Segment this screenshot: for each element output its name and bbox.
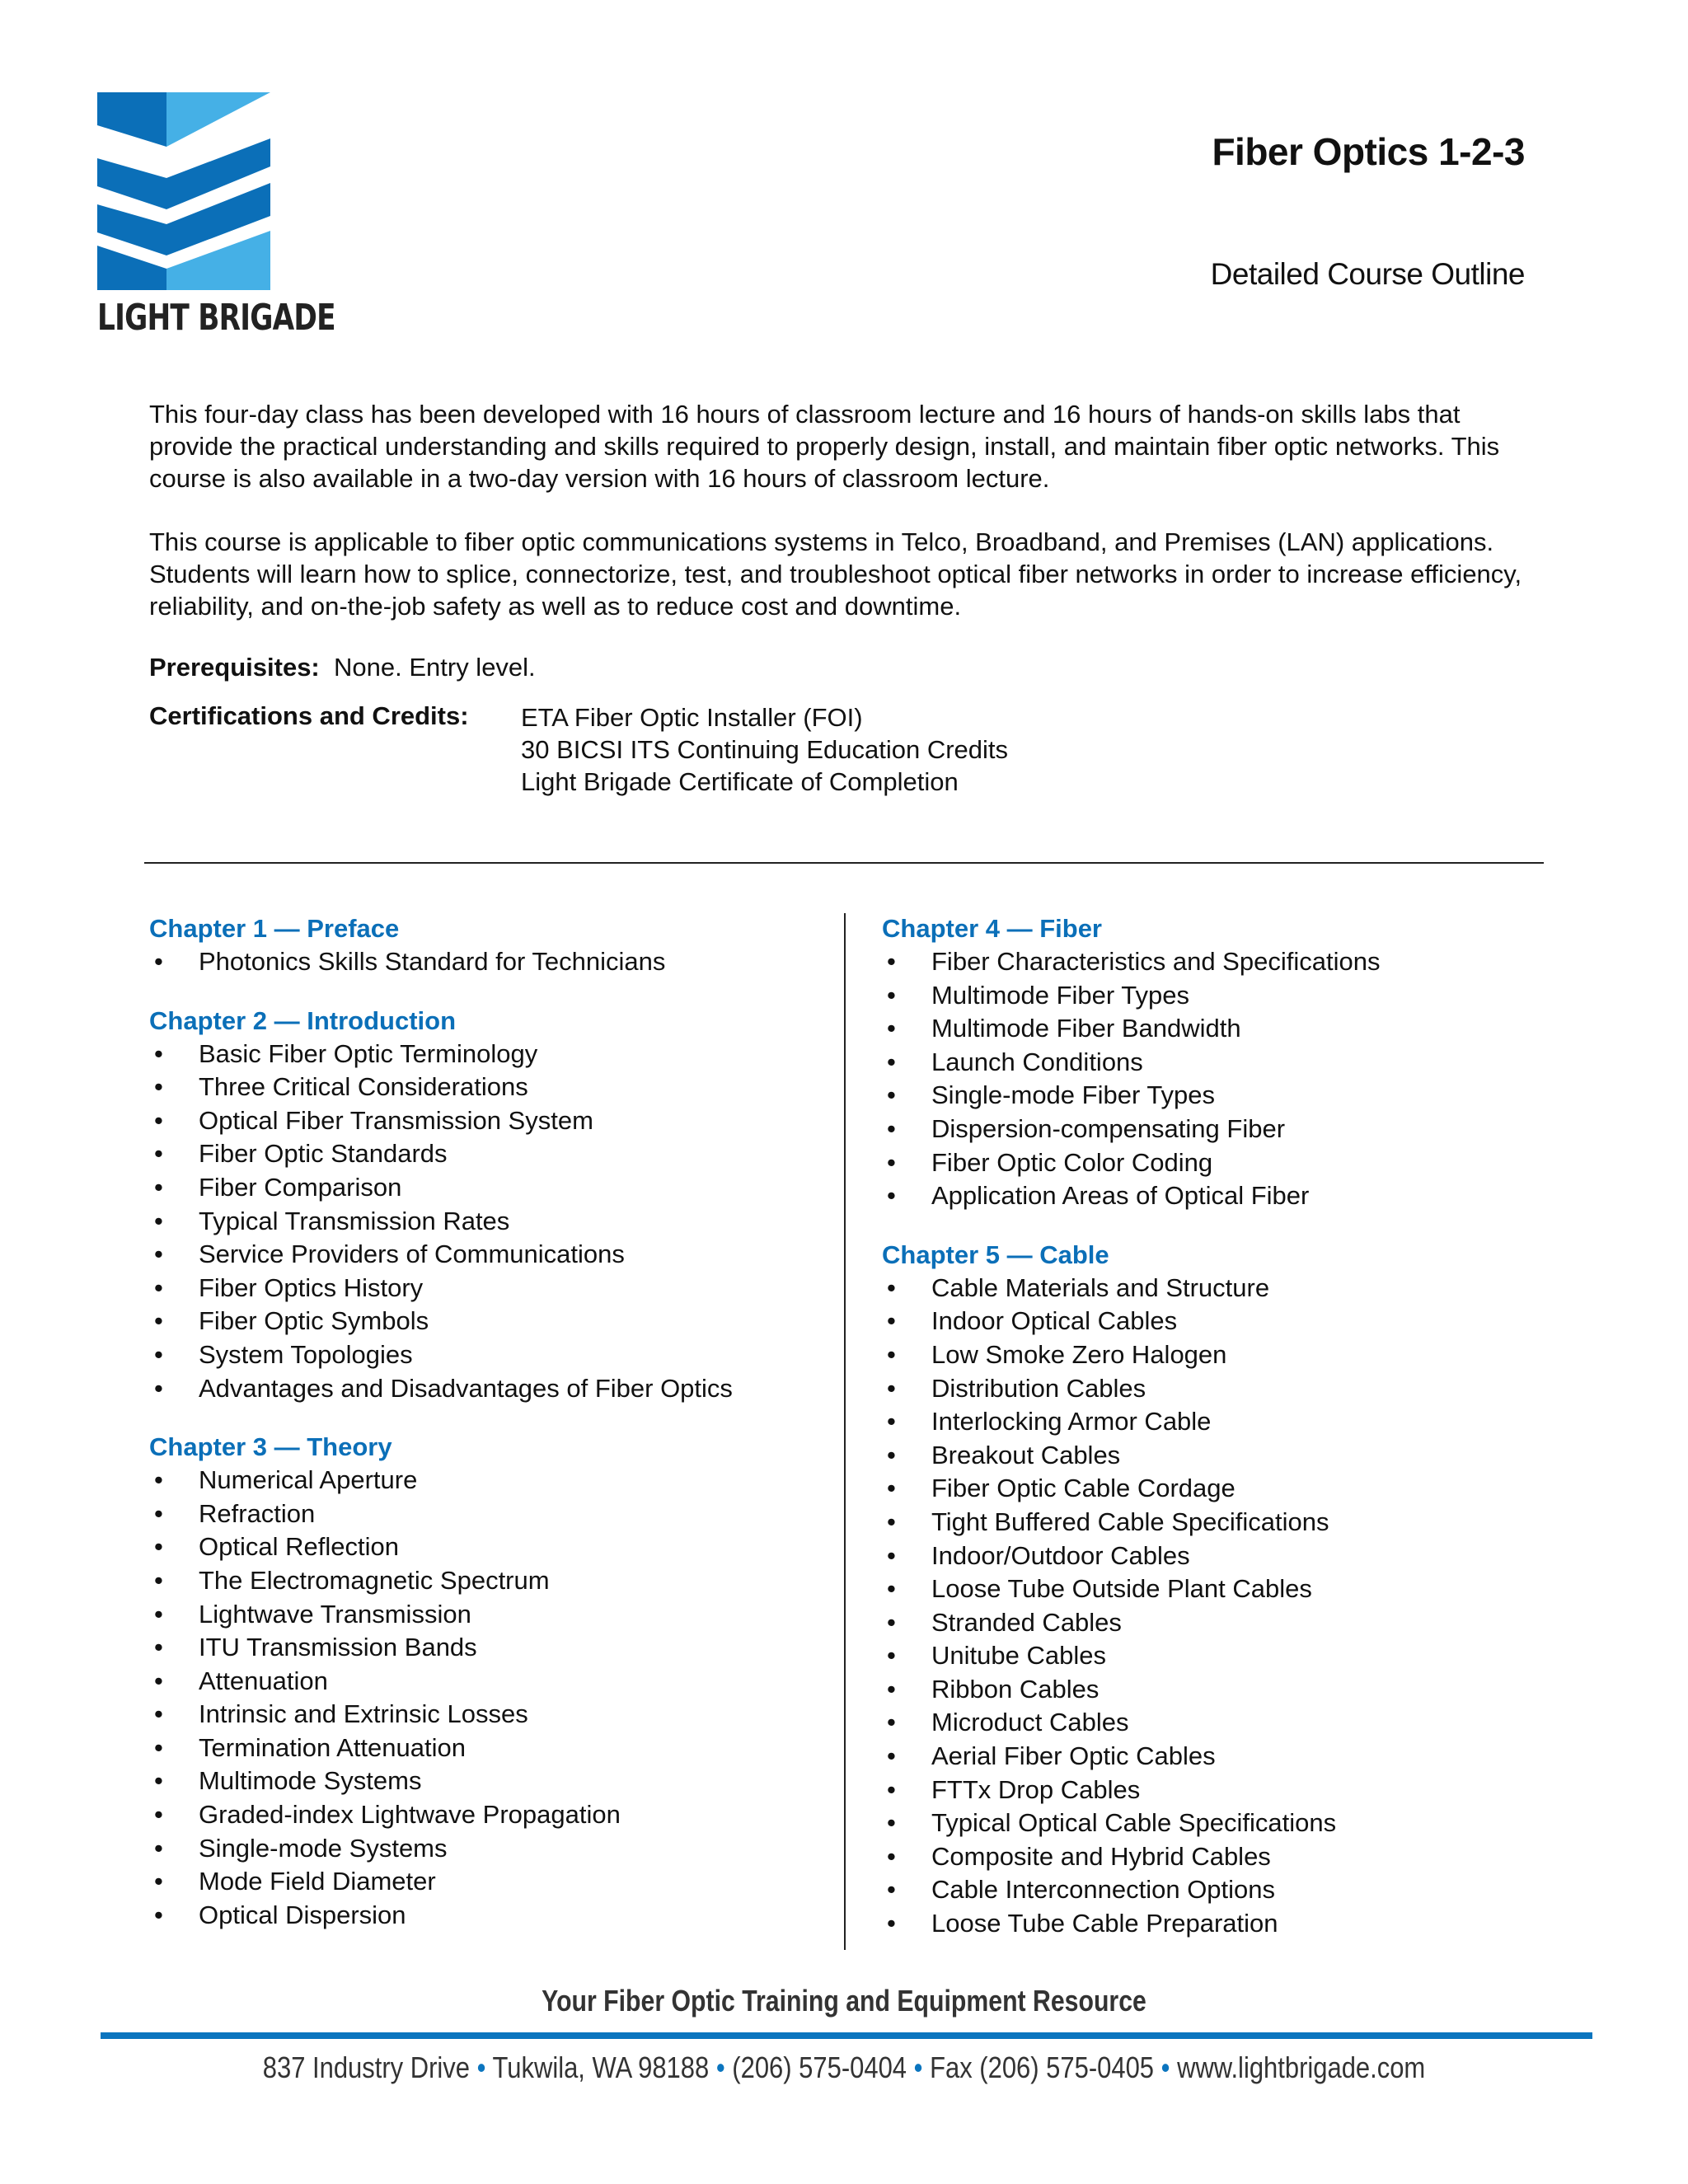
chapter-section — [149, 1005, 825, 1406]
topic-item: • Fiber Characteristics and Specifications — [882, 945, 1541, 979]
chapter-topic-list — [149, 1464, 825, 1932]
chapter-title: Chapter 2 — Introduction — [149, 1005, 456, 1035]
topic-item: • Refraction — [149, 1497, 825, 1531]
prerequisites-label: Prerequisites: — [149, 653, 320, 682]
outline-column-right — [882, 912, 1541, 1966]
topic-item: • Fiber Optic Standards — [149, 1137, 825, 1171]
topic-item: • Fiber Optic Cable Cordage — [882, 1472, 1541, 1506]
topic-item: • Microduct Cables — [882, 1706, 1541, 1740]
footer-address — [118, 2050, 1569, 2085]
prerequisites-value: None. Entry level. — [334, 653, 536, 682]
chapter-section — [882, 1239, 1541, 1941]
chapter-topic-list — [882, 945, 1541, 1213]
topic-item: • Indoor/Outdoor Cables — [882, 1540, 1541, 1573]
topic-item: • Fiber Optic Symbols — [149, 1305, 825, 1338]
chapter-title: Chapter 1 — Preface — [149, 914, 400, 943]
topic-item: • Optical Fiber Transmission System — [149, 1104, 825, 1138]
topic-item: • Fiber Optic Color Coding — [882, 1146, 1541, 1180]
chapter-title: Chapter 5 — Cable — [882, 1240, 1109, 1269]
certification-item: ETA Fiber Optic Installer (FOI) — [521, 703, 863, 732]
topic-item: • FTTx Drop Cables — [882, 1774, 1541, 1807]
section-divider — [144, 862, 1544, 864]
topic-item: • Single-mode Fiber Types — [882, 1079, 1541, 1113]
topic-item: • The Electromagnetic Spectrum — [149, 1564, 825, 1598]
topic-item: • Advantages and Disadvantages of Fiber Optics — [149, 1372, 825, 1406]
chapter-topic-list — [882, 1272, 1541, 1941]
chapter-section — [149, 1431, 825, 1932]
bullet-dot: • — [1160, 2050, 1170, 2084]
topic-item: • Basic Fiber Optic Terminology — [149, 1038, 825, 1071]
topic-item: • Cable Materials and Structure — [882, 1272, 1541, 1305]
topic-item: • Optical Reflection — [149, 1530, 825, 1564]
topic-item: • Loose Tube Outside Plant Cables — [882, 1572, 1541, 1606]
topic-item: • Multimode Fiber Types — [882, 979, 1541, 1013]
topic-item: • Dispersion-compensating Fiber — [882, 1113, 1541, 1146]
topic-item: • Multimode Systems — [149, 1765, 825, 1798]
bullet-dot: • — [476, 2050, 486, 2084]
document-subtitle: Detailed Course Outline — [1210, 257, 1525, 291]
topic-item: • Fiber Optics History — [149, 1272, 825, 1305]
topic-item: • Stranded Cables — [882, 1606, 1541, 1640]
topic-item: • Graded-index Lightwave Propagation — [149, 1798, 825, 1832]
intro-paragraph-2: This course is applicable to fiber optic communications systems in Telco, Broadband, and Premises (LAN) applications. Students will learn how to splice, connectorize, test, and troubleshoot optical fiber networks in order to increase efficiency, reliability, and on-the-job safety as well as to reduce cost and downtime. — [149, 527, 1522, 621]
document-title: Fiber Optics 1-2-3 — [1212, 130, 1525, 173]
footer-fax: Fax (206) 575-0405 — [930, 2050, 1155, 2084]
topic-item: • Optical Dispersion — [149, 1899, 825, 1933]
topic-item: • Ribbon Cables — [882, 1673, 1541, 1707]
topic-item: • Service Providers of Communications — [149, 1238, 825, 1272]
footer-tagline: Your Fiber Optic Training and Equipment Resource — [542, 1984, 1146, 2018]
topic-item: • Fiber Comparison — [149, 1171, 825, 1205]
chapter-topic-list — [149, 945, 825, 979]
logo-wordmark: LIGHT BRIGADE — [97, 297, 335, 339]
chapter-title: Chapter 4 — Fiber — [882, 914, 1102, 943]
topic-item: • Application Areas of Optical Fiber — [882, 1179, 1541, 1213]
topic-item: • Termination Attenuation — [149, 1732, 825, 1765]
certification-item: 30 BICSI ITS Continuing Education Credits — [521, 735, 1009, 764]
certifications-label: Certifications and Credits: — [149, 701, 469, 730]
bullet-dot: • — [715, 2050, 725, 2084]
certification-item: Light Brigade Certificate of Completion — [521, 767, 959, 796]
topic-item: • Single-mode Systems — [149, 1832, 825, 1866]
chapter-topic-list — [149, 1038, 825, 1406]
footer-phone: (206) 575-0404 — [732, 2050, 907, 2084]
topic-item: • Aerial Fiber Optic Cables — [882, 1740, 1541, 1774]
topic-item: • Intrinsic and Extrinsic Losses — [149, 1698, 825, 1732]
bullet-dot: • — [913, 2050, 923, 2084]
topic-item: • Loose Tube Cable Preparation — [882, 1907, 1541, 1941]
topic-item: • Numerical Aperture — [149, 1464, 825, 1497]
topic-item: • Low Smoke Zero Halogen — [882, 1338, 1541, 1372]
prerequisites — [149, 653, 536, 682]
outline-column-left — [149, 912, 825, 1957]
topic-item: • Multimode Fiber Bandwidth — [882, 1012, 1541, 1046]
topic-item: • Typical Optical Cable Specifications — [882, 1807, 1541, 1840]
footer-city: Tukwila, WA 98188 — [492, 2050, 710, 2084]
topic-item: • Unitube Cables — [882, 1639, 1541, 1673]
topic-item: • Three Critical Considerations — [149, 1071, 825, 1104]
topic-item: • Indoor Optical Cables — [882, 1305, 1541, 1338]
topic-item: • Composite and Hybrid Cables — [882, 1840, 1541, 1874]
topic-item: • Launch Conditions — [882, 1046, 1541, 1080]
footer-street: 837 Industry Drive — [262, 2050, 471, 2084]
intro-paragraph-1: This four-day class has been developed with 16 hours of classroom lecture and 16 hours of hands-on skills labs that provide the practical understanding and skills required to properly design, install, and maintain fiber optic networks. This course is also available in a two-day version with 16 hours of classroom lecture. — [149, 400, 1500, 493]
topic-item: • Photonics Skills Standard for Technicians — [149, 945, 825, 979]
footer-bar — [101, 2032, 1592, 2039]
chapter-title: Chapter 3 — Theory — [149, 1432, 392, 1462]
topic-item: • Tight Buffered Cable Specifications — [882, 1506, 1541, 1540]
light-brigade-logo — [97, 92, 335, 339]
topic-item: • Attenuation — [149, 1665, 825, 1699]
topic-item: • Breakout Cables — [882, 1439, 1541, 1473]
topic-item: • Distribution Cables — [882, 1372, 1541, 1406]
topic-item: • Mode Field Diameter — [149, 1865, 825, 1899]
topic-item: • Lightwave Transmission — [149, 1598, 825, 1632]
topic-item: • Typical Transmission Rates — [149, 1205, 825, 1239]
chapter-section — [882, 912, 1541, 1213]
topic-item: • Cable Interconnection Options — [882, 1873, 1541, 1907]
column-divider — [844, 913, 846, 1950]
topic-item: • ITU Transmission Bands — [149, 1631, 825, 1665]
chapter-section — [149, 912, 825, 979]
footer-website-link[interactable]: www.lightbrigade.com — [1177, 2050, 1426, 2084]
logo-stripes-icon — [97, 92, 287, 290]
certifications-list — [521, 701, 1008, 798]
topic-item: • Interlocking Armor Cable — [882, 1405, 1541, 1439]
topic-item: • System Topologies — [149, 1338, 825, 1372]
